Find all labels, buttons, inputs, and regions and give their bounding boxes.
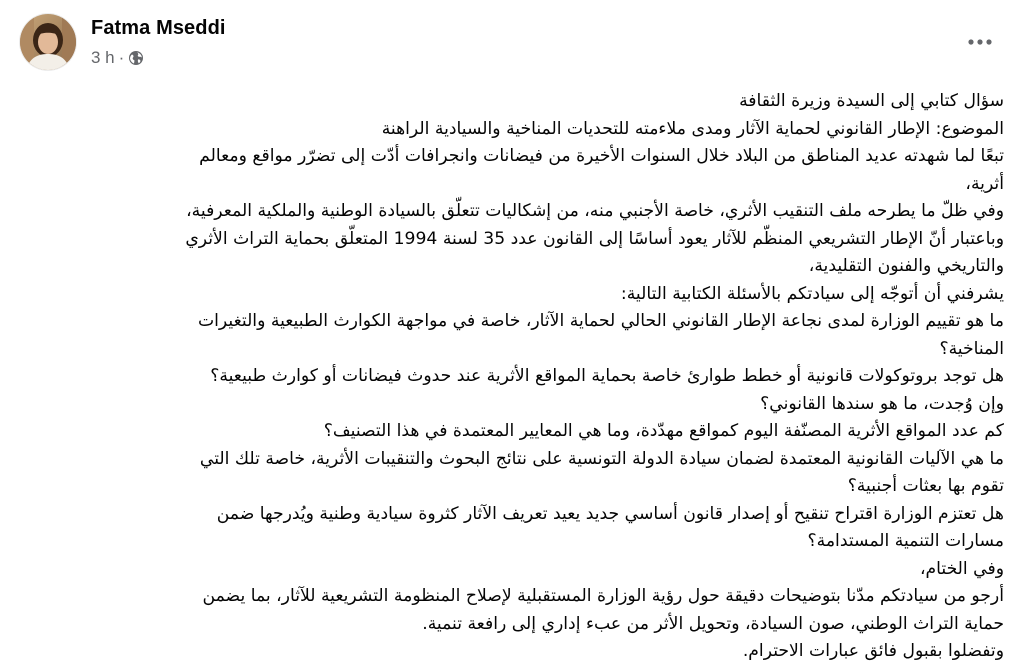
post-text-line: هل توجد بروتوكولات قانونية أو خطط طوارئ خاصة بحماية المواقع الأثرية عند حدوث فيضانات أو كوارث طبيعية؟ (210, 366, 1004, 386)
globe-icon[interactable] (128, 50, 144, 66)
post-text-line: أثرية، (965, 173, 1004, 194)
post-timestamp[interactable]: 3 h (91, 48, 115, 67)
post-text-line: الموضوع: الإطار القانوني لحماية الآثار ومدى ملاءمته للتحديات المناخية والسيادية الراهنة (381, 118, 1004, 139)
post-text-line: ما هي الآليات القانونية المعتمدة لضمان سيادة الدولة التونسية على نتائج البحوث والتنقيبات الأثرية، خاصة تلك التي (199, 448, 1004, 469)
post-text-line: كم عدد المواقع الأثرية المصنّفة اليوم كمواقع مهدّدة، وما هي المعايير المعتمدة في هذا التصنيف؟ (323, 421, 1004, 441)
post-text-line: وإن وُجدت، ما هو سندها القانوني؟ (760, 393, 1004, 414)
avatar-photo (20, 14, 76, 70)
post-text-line: وباعتبار أنّ الإطار التشريعي المنظّم للآثار يعود أساسًا إلى القانون عدد 35 لسنة 1994 المتعلّق بحماية التراث الأثري (185, 228, 1004, 249)
more-options-icon (968, 39, 992, 45)
post-text-line: سؤال كتابي إلى السيدة وزيرة الثقافة (739, 91, 1004, 111)
post-text-line: مسارات التنمية المستدامة؟ (807, 531, 1004, 551)
post-text-line: هل تعتزم الوزارة اقتراح تنقيح أو إصدار قانون أساسي جديد يعيد تعريف الآثار كثروة سيادية وطنية ويُدرجها ضمن (216, 503, 1004, 524)
post-text-line: حماية التراث الوطني، صون السيادة، وتحويل الأثر من عبء إداري إلى رافعة تنمية. (422, 613, 1004, 634)
author-name[interactable]: Fatma Mseddi (91, 17, 226, 39)
post-text-line: والتاريخي والفنون التقليدية، (808, 256, 1004, 276)
post-header (20, 14, 1004, 78)
post-text-line: تبعًا لما شهدته عديد المناطق من البلاد خلال السنوات الأخيرة من فيضانات وانجرافات أدّت إلى تضرّر مواقع ومعالم (199, 146, 1004, 166)
avatar[interactable] (20, 14, 76, 70)
post-text-line: وفي ظلّ ما يطرحه ملف التنقيب الأثري، خاصة الأجنبي منه، من إشكاليات تتعلّق بالسيادة الوطنية والملكية المعرفية، (186, 201, 1004, 221)
post-text-line: ما هو تقييم الوزارة لمدى نجاعة الإطار القانوني الحالي لحماية الآثار، خاصة في مواجهة الكوارث الطبيعية والتغيرات (197, 311, 1004, 331)
more-options-button[interactable] (962, 30, 998, 54)
post-text-line: تقوم بها بعثات أجنبية؟ (847, 476, 1004, 496)
meta-separator: · (118, 48, 125, 67)
post-body (22, 88, 1004, 666)
post-text-line: أرجو من سيادتكم مدّنا بتوضيحات دقيقة حول رؤية الوزارة المستقبلية لإصلاح المنظومة التشريعية للآثار، بما يضمن (202, 586, 1004, 606)
post-meta (91, 48, 144, 68)
post-text-line: وتفضلوا بقبول فائق عبارات الاحترام. (742, 641, 1004, 661)
post-text-line: وفي الختام، (919, 558, 1004, 579)
post-text-line: المناخية؟ (939, 338, 1004, 359)
post-text-line: يشرفني أن أتوجّه إلى سيادتكم بالأسئلة الكتابية التالية: (620, 283, 1004, 304)
